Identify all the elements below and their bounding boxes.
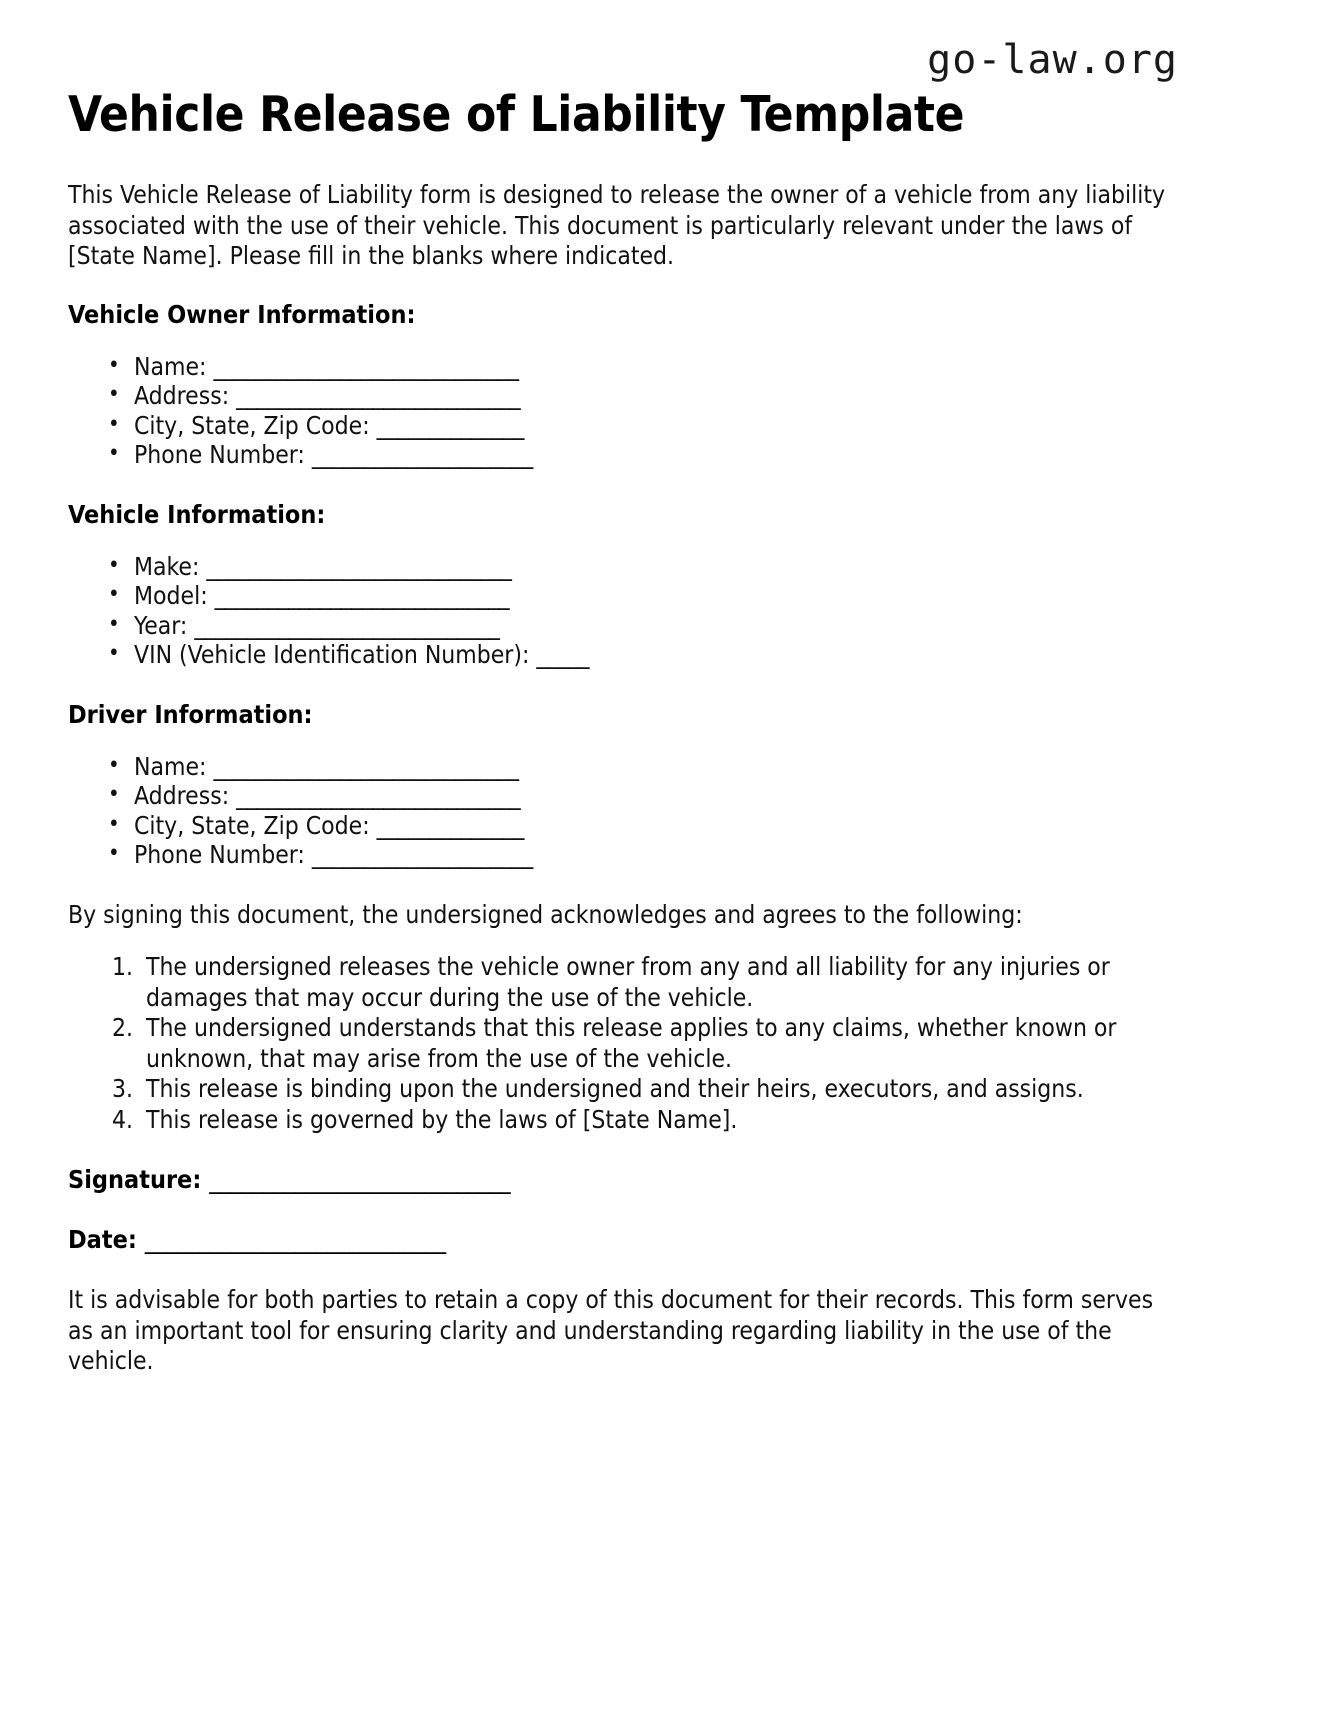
list-item: [108, 411, 1178, 441]
field-blank[interactable]: _____________________________: [194, 610, 500, 640]
field-blank[interactable]: _____________________: [311, 440, 533, 469]
field-blank[interactable]: ______________: [376, 410, 524, 440]
date-label: Date:: [68, 1225, 137, 1254]
signature-blank[interactable]: ____________________________: [209, 1165, 511, 1194]
vehicle-field-list: [68, 552, 1178, 670]
field-label: City, State, Zip Code:: [134, 810, 370, 840]
list-item: 4. This release is governed by the laws of [State Name].: [140, 1105, 1178, 1136]
list-item: [108, 440, 1178, 470]
signature-line: [68, 1165, 1178, 1195]
intro-paragraph: This Vehicle Release of Liability form is designed to release the owner of a vehicle from any liability associated with the use of their vehicle. This document is particularly relevant under the laws of [State Name]. Please fill in the blanks where indicated.: [68, 180, 1166, 270]
field-blank[interactable]: _____: [536, 640, 589, 669]
field-blank[interactable]: ______________: [376, 810, 524, 840]
list-item: [108, 640, 1178, 670]
section-heading-owner: Vehicle Owner Information:: [68, 299, 416, 329]
list-item: [108, 781, 1178, 811]
field-label: Address:: [134, 381, 230, 410]
field-label: VIN (Vehicle Identification Number):: [134, 640, 530, 669]
site-logo: go-law.org: [927, 37, 1178, 83]
field-label: Make:: [134, 551, 200, 581]
list-item: [108, 611, 1178, 641]
terms-list: [68, 952, 1178, 1135]
agreement-intro-paragraph: By signing this document, the undersigned acknowledges and agrees to the following:: [68, 899, 1023, 929]
field-label: Address:: [134, 781, 230, 810]
field-label: Phone Number:: [134, 840, 305, 869]
signature-label: Signature:: [68, 1165, 202, 1194]
field-label: Model:: [134, 581, 208, 610]
list-item: [108, 752, 1178, 782]
field-label: Name:: [134, 751, 207, 781]
list-item: [108, 581, 1178, 611]
field-blank[interactable]: ___________________________: [236, 381, 521, 410]
list-item: [108, 552, 1178, 582]
section-heading-driver: Driver Information:: [68, 699, 313, 729]
document-content: [68, 36, 1178, 1405]
field-blank[interactable]: _____________________________: [213, 751, 519, 781]
list-item: [108, 381, 1178, 411]
list-item: [108, 352, 1178, 382]
field-label: Name:: [134, 351, 207, 381]
section-heading-vehicle: Vehicle Information:: [68, 499, 326, 529]
list-item: [108, 840, 1178, 870]
field-blank[interactable]: _____________________: [311, 840, 533, 869]
field-label: Phone Number:: [134, 440, 305, 469]
field-blank[interactable]: _____________________________: [213, 351, 519, 381]
driver-field-list: [68, 752, 1178, 870]
field-label: Year:: [134, 610, 188, 640]
page-title: Vehicle Release of Liability Template: [68, 86, 965, 143]
field-blank[interactable]: _____________________________: [206, 551, 512, 581]
date-blank[interactable]: ____________________________: [144, 1225, 446, 1254]
field-blank[interactable]: ____________________________: [214, 581, 510, 610]
list-item: 1. The undersigned releases the vehicle owner from any and all liability for any injuries or damages that may occur during the use of the vehicle.: [140, 952, 1178, 1013]
date-line: [68, 1225, 1178, 1255]
field-blank[interactable]: ___________________________: [236, 781, 521, 810]
closing-paragraph: It is advisable for both parties to retain a copy of this document for their records. This form serves as an important tool for ensuring clarity and understanding regarding liability in the use of the vehicle.: [68, 1285, 1154, 1375]
owner-field-list: [68, 352, 1178, 470]
list-item: [108, 811, 1178, 841]
list-item: 2. The undersigned understands that this release applies to any claims, whether known or unknown, that may arise from the use of the vehicle.: [140, 1013, 1178, 1074]
field-label: City, State, Zip Code:: [134, 410, 370, 440]
list-item: 3. This release is binding upon the undersigned and their heirs, executors, and assigns.: [140, 1074, 1178, 1105]
